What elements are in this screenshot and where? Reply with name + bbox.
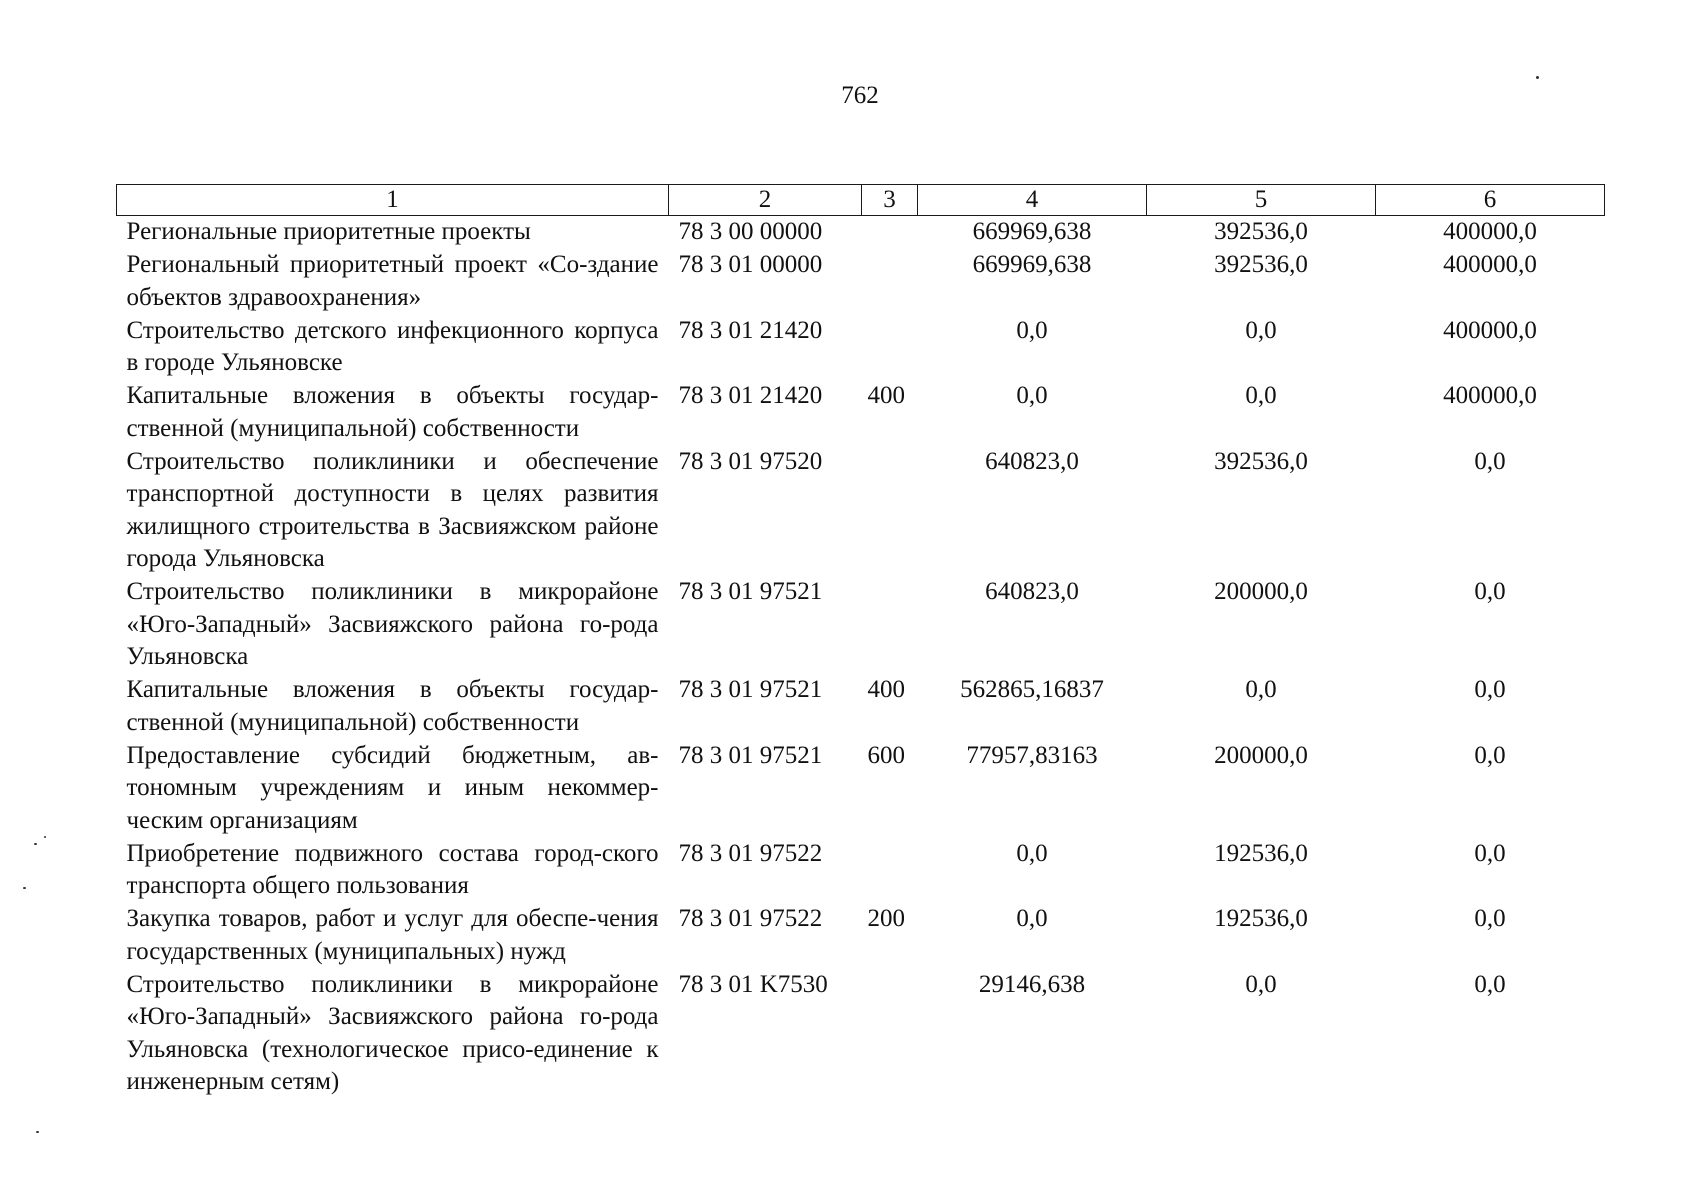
row-value-6: 400000,0 bbox=[1443, 382, 1537, 409]
row-value-6: 0,0 bbox=[1474, 970, 1506, 998]
row-name: Закупка товаров, работ и услуг для обеспе-чения государственных (муниципальных) нужд bbox=[126, 905, 659, 965]
row-expense-type: 400 bbox=[867, 382, 905, 409]
scan-speck bbox=[1536, 76, 1539, 79]
scan-speck bbox=[36, 1131, 39, 1133]
row-code: 78 3 00 00000 bbox=[678, 218, 823, 245]
table-body bbox=[117, 216, 1605, 1100]
row-value-4: 0,0 bbox=[1016, 905, 1048, 932]
row-expense-type bbox=[862, 249, 918, 315]
row-expense-type bbox=[862, 216, 918, 250]
budget-table bbox=[116, 184, 1605, 1099]
row-name: Приобретение подвижного состава город-ского транспорта общего пользования bbox=[126, 839, 659, 899]
row-name: Строительство поликлиники в микрорайоне «Юго-Западный» Засвияжского района го-рода Ульяновска (технологическое присо-единение к инженерным сетям) bbox=[126, 970, 659, 1095]
row-expense-type: 200 bbox=[867, 905, 905, 932]
row-code: 78 3 01 21420 bbox=[678, 316, 823, 344]
column-header-3: 3 bbox=[862, 185, 918, 216]
table-row bbox=[117, 315, 1605, 381]
row-code: 78 3 01 97520 bbox=[678, 447, 823, 475]
row-value-4: 29146,638 bbox=[978, 970, 1086, 998]
row-value-4: 562865,16837 bbox=[960, 676, 1104, 703]
table-row bbox=[117, 674, 1605, 740]
row-expense-type bbox=[862, 576, 918, 674]
row-value-5: 392536,0 bbox=[1214, 447, 1308, 475]
table-row bbox=[117, 216, 1605, 250]
row-value-6: 400000,0 bbox=[1443, 218, 1537, 245]
row-name: Строительство поликлиники в микрорайоне «Юго-Западный» Засвияжского района го-рода Ульяновска bbox=[126, 578, 659, 670]
row-value-5: 200000,0 bbox=[1214, 741, 1308, 769]
row-value-5: 200000,0 bbox=[1214, 578, 1308, 605]
row-value-4: 669969,638 bbox=[972, 218, 1092, 245]
row-expense-type bbox=[862, 969, 918, 1100]
row-value-4: 640823,0 bbox=[985, 578, 1079, 605]
row-value-5: 392536,0 bbox=[1214, 218, 1308, 245]
column-header-6: 6 bbox=[1376, 185, 1605, 216]
column-header-1: 1 bbox=[117, 185, 669, 216]
scan-speck bbox=[23, 887, 26, 889]
table-row bbox=[117, 249, 1605, 315]
row-value-4: 0,0 bbox=[1016, 382, 1048, 409]
row-name: Региональные приоритетные проекты bbox=[126, 218, 531, 245]
row-value-6: 400000,0 bbox=[1443, 251, 1537, 278]
row-value-5: 392536,0 bbox=[1214, 251, 1308, 278]
table-row bbox=[117, 903, 1605, 969]
row-value-6: 0,0 bbox=[1474, 905, 1506, 932]
column-header-5: 5 bbox=[1147, 185, 1376, 216]
row-value-4: 640823,0 bbox=[985, 447, 1079, 475]
row-code: 78 3 01 97522 bbox=[678, 839, 823, 867]
row-name: Строительство поликлиники и обеспечение транспортной доступности в целях развития жилищного строительства в Засвияжском районе города Ульяновска bbox=[126, 447, 659, 572]
row-value-4: 77957,83163 bbox=[966, 741, 1098, 769]
table-row bbox=[117, 576, 1605, 674]
table-row bbox=[117, 969, 1605, 1100]
row-code: 78 3 01 21420 bbox=[678, 382, 823, 409]
row-value-6: 0,0 bbox=[1474, 839, 1506, 867]
scan-speck bbox=[44, 836, 46, 838]
row-expense-type: 400 bbox=[867, 676, 905, 703]
row-code: 78 3 01 97522 bbox=[678, 905, 823, 932]
row-expense-type: 600 bbox=[867, 741, 905, 769]
row-value-5: 0,0 bbox=[1245, 382, 1277, 409]
row-expense-type bbox=[862, 446, 918, 577]
row-code: 78 3 01 97521 bbox=[678, 578, 823, 605]
row-expense-type bbox=[862, 315, 918, 381]
table-header bbox=[117, 185, 1605, 216]
row-value-6: 0,0 bbox=[1474, 447, 1506, 475]
row-code: 78 3 01 K7530 bbox=[678, 970, 828, 998]
row-value-6: 0,0 bbox=[1474, 741, 1506, 769]
row-expense-type bbox=[862, 838, 918, 904]
page-number: 762 bbox=[841, 82, 879, 109]
row-value-5: 0,0 bbox=[1245, 970, 1277, 998]
row-value-6: 0,0 bbox=[1474, 578, 1506, 605]
row-value-4: 0,0 bbox=[1016, 316, 1048, 344]
row-code: 78 3 01 97521 bbox=[678, 741, 823, 769]
row-name: Капитальные вложения в объекты государ-ственной (муниципальной) собственности bbox=[126, 676, 659, 736]
row-value-4: 0,0 bbox=[1016, 839, 1048, 867]
row-value-6: 0,0 bbox=[1474, 676, 1506, 703]
row-value-5: 192536,0 bbox=[1214, 839, 1308, 867]
column-header-2: 2 bbox=[669, 185, 862, 216]
column-header-4: 4 bbox=[918, 185, 1147, 216]
row-value-6: 400000,0 bbox=[1443, 316, 1537, 344]
row-name: Региональный приоритетный проект «Со-здание объектов здравоохранения» bbox=[126, 251, 659, 311]
table-row bbox=[117, 446, 1605, 577]
row-value-5: 192536,0 bbox=[1214, 905, 1308, 932]
row-value-4: 669969,638 bbox=[972, 251, 1092, 278]
row-value-5: 0,0 bbox=[1245, 676, 1277, 703]
table-row bbox=[117, 740, 1605, 838]
header-row bbox=[117, 185, 1605, 216]
row-code: 78 3 01 00000 bbox=[678, 251, 823, 278]
table-row bbox=[117, 380, 1605, 446]
row-name: Капитальные вложения в объекты государ-ственной (муниципальной) собственности bbox=[126, 382, 659, 442]
row-name: Предоставление субсидий бюджетным, ав-тономным учреждениям и иным некоммер-ческим организациям bbox=[126, 741, 659, 834]
table-row bbox=[117, 838, 1605, 904]
row-value-5: 0,0 bbox=[1245, 316, 1277, 344]
row-name: Строительство детского инфекционного корпуса в городе Ульяновске bbox=[126, 316, 659, 376]
row-code: 78 3 01 97521 bbox=[678, 676, 823, 703]
scan-speck bbox=[34, 843, 37, 845]
